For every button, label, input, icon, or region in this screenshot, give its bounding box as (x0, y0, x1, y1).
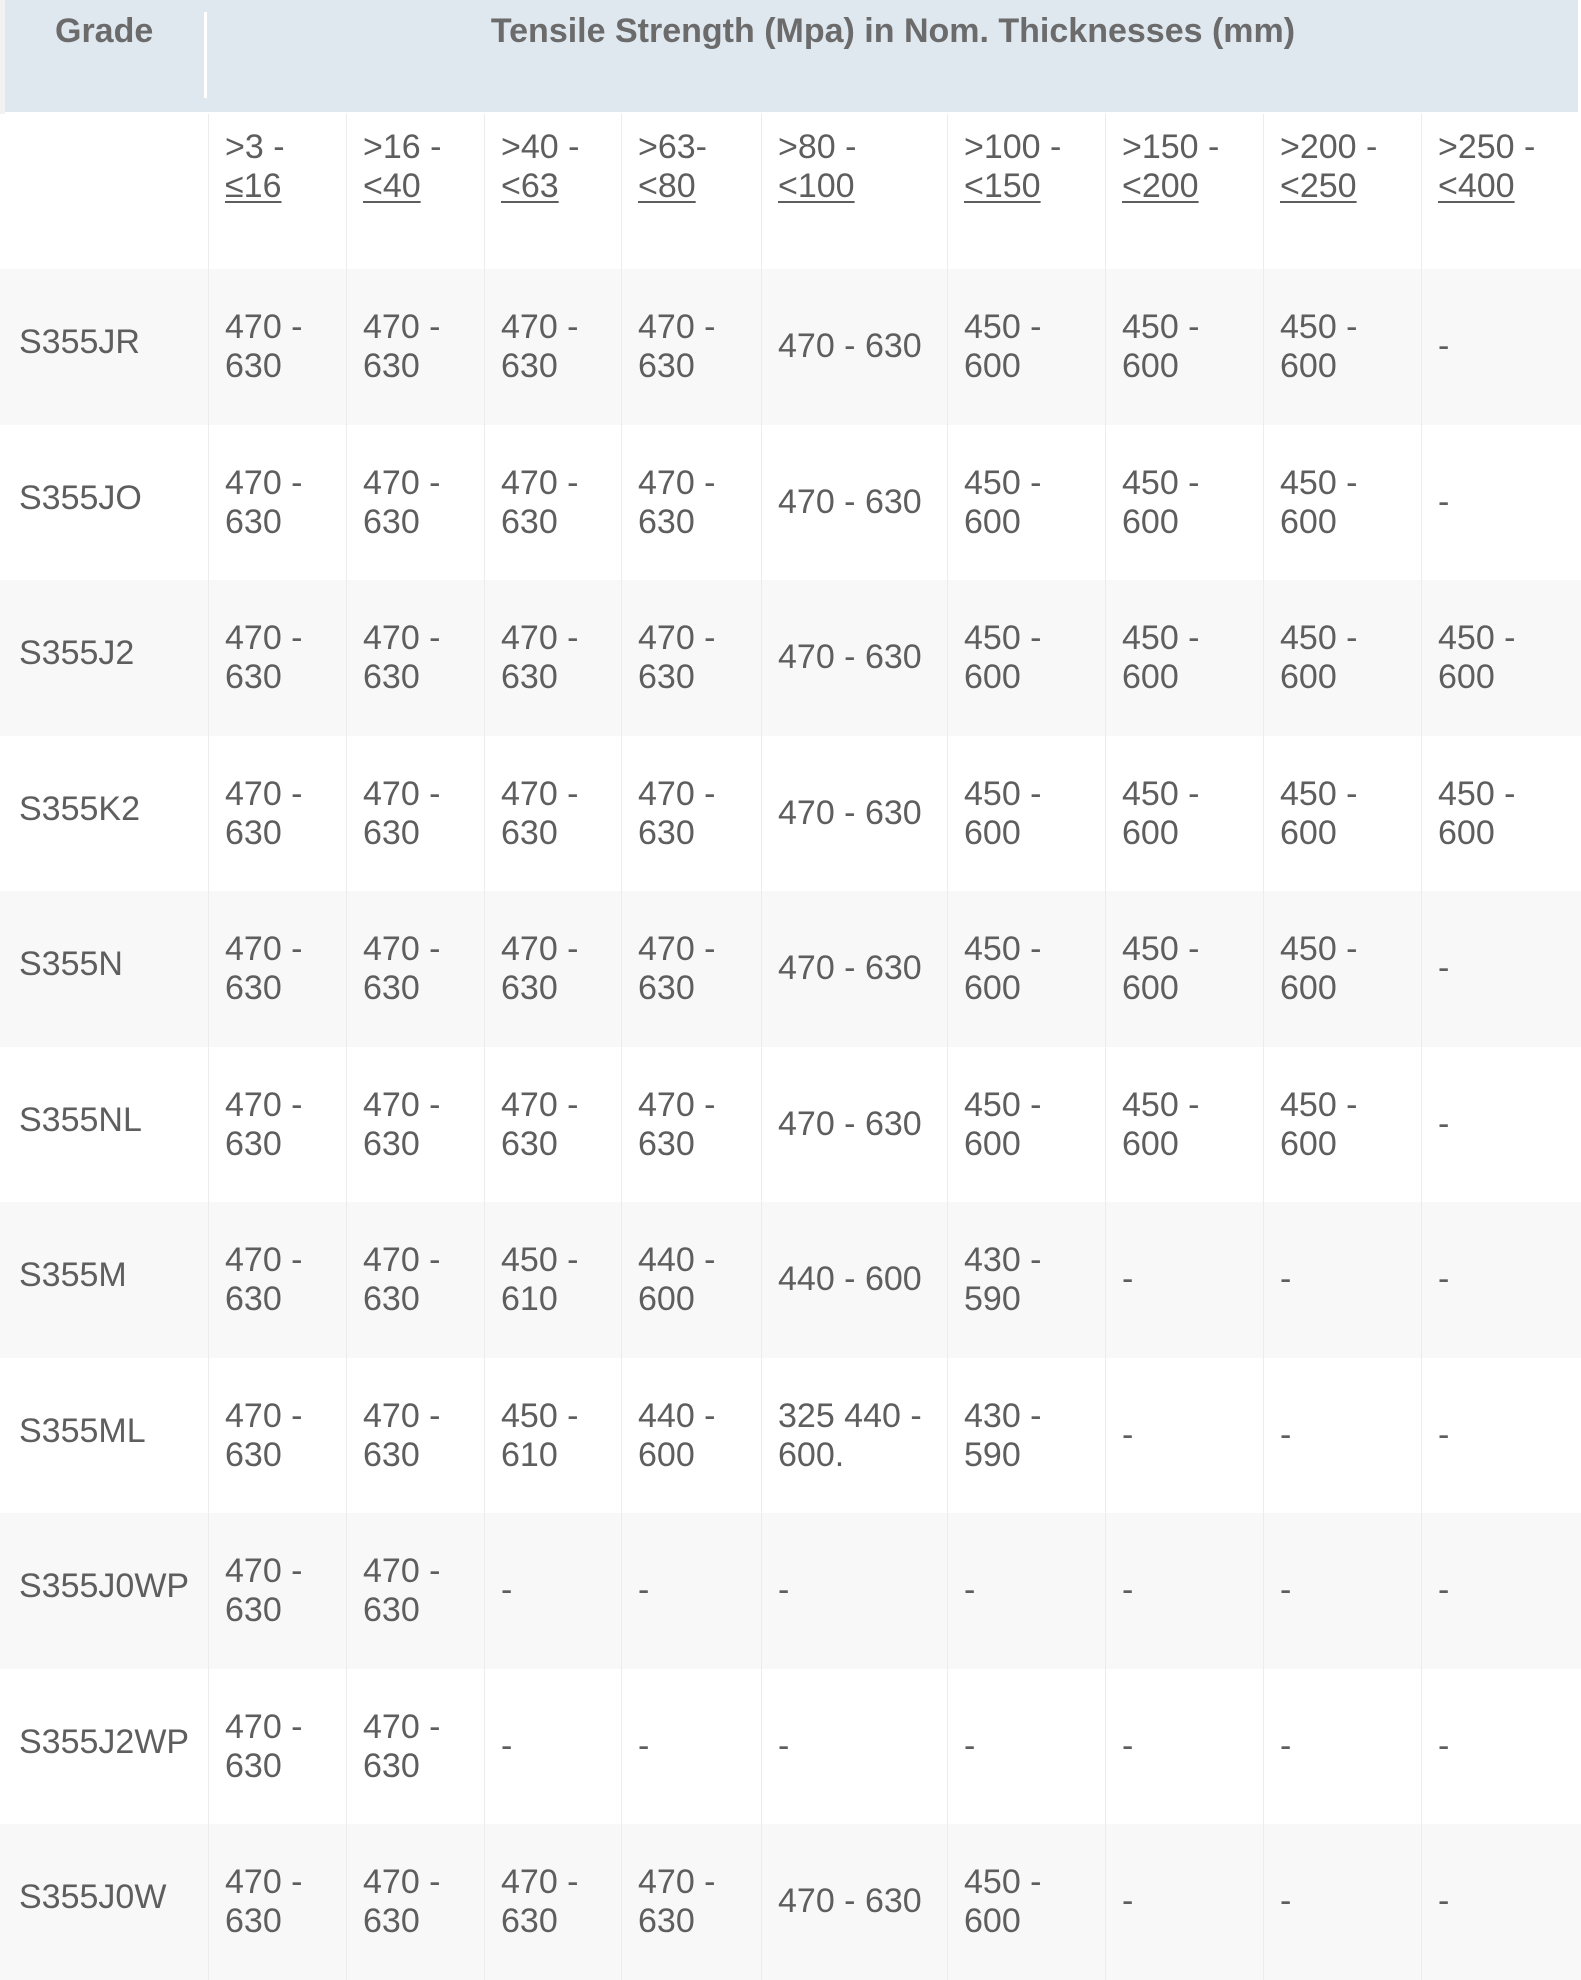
strength-value-cell: - (1438, 483, 1450, 521)
strength-value-cell: - (1438, 1260, 1450, 1298)
grade-cell: S355JO (19, 479, 142, 517)
thickness-header-cell (638, 128, 707, 206)
strength-value-cell: 450 - 600 (964, 619, 1042, 696)
grade-cell: S355J2WP (19, 1723, 190, 1761)
strength-value-cell: 450 - 600 (964, 1086, 1042, 1163)
header-title-cell (208, 0, 1578, 112)
strength-value-cell: - (501, 1571, 513, 1609)
strength-value-cell: 450 - 600 (1122, 464, 1200, 541)
strength-value-cell: 450 - 600 (1122, 930, 1200, 1007)
column-separator (947, 114, 948, 1980)
thickness-header-cell (1280, 128, 1377, 206)
thickness-range-to: ≤16 (225, 167, 282, 205)
strength-value-cell: 450 - 600 (1438, 775, 1516, 852)
strength-value-cell: 430 - 590 (964, 1241, 1042, 1318)
strength-value-cell: 450 - 600 (964, 464, 1042, 541)
column-separator (1421, 114, 1422, 1980)
strength-value-cell: 450 - 610 (501, 1241, 579, 1318)
strength-value-cell: - (964, 1727, 976, 1765)
strength-value-cell: - (1438, 949, 1450, 987)
strength-value-cell: 440 - 600 (638, 1397, 716, 1474)
strength-value-cell: 450 - 600 (964, 308, 1042, 385)
thickness-range-to: <200 (1122, 167, 1199, 205)
thickness-range-from: >3 - (225, 128, 285, 166)
strength-value-cell: - (1280, 1416, 1292, 1454)
strength-value-cell: 470 - 630 (363, 1552, 441, 1629)
strength-value-cell: - (1280, 1882, 1292, 1920)
column-separator (1105, 114, 1106, 1980)
header-title: Tensile Strength (Mpa) in Nom. Thicknesses (mm) (490, 12, 1296, 50)
strength-value-cell: 470 - 630 (501, 1863, 579, 1940)
strength-value-cell: - (1438, 327, 1450, 365)
thickness-header-cell (778, 128, 856, 206)
strength-value-cell: 470 - 630 (778, 1105, 922, 1143)
strength-value-cell: - (1280, 1260, 1292, 1298)
strength-value-cell: 470 - 630 (363, 775, 441, 852)
strength-value-cell: 470 - 630 (363, 1863, 441, 1940)
strength-value-cell: - (778, 1571, 790, 1609)
strength-value-cell: 450 - 600 (1438, 619, 1516, 696)
strength-value-cell: 450 - 600 (1122, 775, 1200, 852)
grade-cell: S355NL (19, 1101, 142, 1139)
strength-value-cell: 450 - 600 (1280, 775, 1358, 852)
strength-value-cell: 450 - 610 (501, 1397, 579, 1474)
strength-value-cell: - (778, 1727, 790, 1765)
strength-value-cell: 470 - 630 (225, 1552, 303, 1629)
strength-value-cell: 470 - 630 (501, 775, 579, 852)
strength-value-cell: 440 - 600 (778, 1260, 922, 1298)
strength-value-cell: 470 - 630 (501, 930, 579, 1007)
thickness-range-to: <400 (1438, 167, 1515, 205)
strength-value-cell: 450 - 600 (1280, 1086, 1358, 1163)
thickness-range-to: <40 (363, 167, 421, 205)
strength-value-cell: 470 - 630 (363, 619, 441, 696)
strength-value-cell: 470 - 630 (778, 638, 922, 676)
column-separator (208, 114, 209, 1980)
thickness-range-from: >200 - (1280, 128, 1378, 166)
header-grade-cell (5, 0, 205, 112)
strength-value-cell: 470 - 630 (225, 1086, 303, 1163)
strength-value-cell: 470 - 630 (363, 464, 441, 541)
strength-value-cell: 470 - 630 (363, 1397, 441, 1474)
strength-value-cell: 470 - 630 (638, 619, 716, 696)
strength-value-cell: 450 - 600 (964, 1863, 1042, 1940)
grade-cell: S355N (19, 945, 123, 983)
thickness-header-cell (363, 128, 441, 206)
strength-value-cell: - (1438, 1105, 1450, 1143)
thickness-range-from: >250 - (1438, 128, 1536, 166)
thickness-header-cell (1438, 128, 1535, 206)
thickness-header-cell (501, 128, 579, 206)
column-separator (761, 114, 762, 1980)
strength-value-cell: 430 - 590 (964, 1397, 1042, 1474)
column-separator (1263, 114, 1264, 1980)
strength-value-cell: 470 - 630 (501, 619, 579, 696)
strength-value-cell: - (638, 1571, 650, 1609)
column-separator (484, 114, 485, 1980)
strength-value-cell: 470 - 630 (501, 1086, 579, 1163)
strength-value-cell: 325 440 - 600. (778, 1397, 922, 1474)
thickness-range-to: <250 (1280, 167, 1357, 205)
strength-value-cell: 470 - 630 (363, 1086, 441, 1163)
strength-value-cell: - (1122, 1416, 1134, 1454)
strength-value-cell: 470 - 630 (363, 1708, 441, 1785)
strength-value-cell: 470 - 630 (225, 1397, 303, 1474)
strength-value-cell: - (964, 1571, 976, 1609)
header-grade-label: Grade (55, 12, 154, 50)
thickness-range-to: <100 (778, 167, 855, 205)
strength-value-cell: - (1438, 1571, 1450, 1609)
strength-value-cell: - (1122, 1727, 1134, 1765)
strength-value-cell: 470 - 630 (778, 483, 922, 521)
thickness-range-from: >16 - (363, 128, 442, 166)
strength-value-cell: 470 - 630 (225, 775, 303, 852)
strength-value-cell: 470 - 630 (225, 1863, 303, 1940)
strength-value-cell: 450 - 600 (1122, 1086, 1200, 1163)
grade-cell: S355K2 (19, 790, 140, 828)
strength-value-cell: 440 - 600 (638, 1241, 716, 1318)
strength-value-cell: - (1438, 1882, 1450, 1920)
strength-value-cell: - (1122, 1882, 1134, 1920)
strength-value-cell: 450 - 600 (1122, 308, 1200, 385)
strength-value-cell: 470 - 630 (778, 949, 922, 987)
strength-value-cell: 470 - 630 (638, 775, 716, 852)
strength-value-cell: 470 - 630 (778, 1882, 922, 1920)
thickness-range-to: <80 (638, 167, 696, 205)
column-separator (346, 114, 347, 1980)
strength-value-cell: - (638, 1727, 650, 1765)
strength-value-cell: - (1438, 1416, 1450, 1454)
strength-value-cell: - (501, 1727, 513, 1765)
grade-cell: S355J2 (19, 634, 135, 672)
grade-cell: S355M (19, 1256, 127, 1294)
strength-value-cell: 470 - 630 (778, 327, 922, 365)
column-separator (621, 114, 622, 1980)
strength-value-cell: - (1280, 1571, 1292, 1609)
strength-value-cell: 470 - 630 (638, 308, 716, 385)
strength-value-cell: 470 - 630 (501, 464, 579, 541)
thickness-range-from: >150 - (1122, 128, 1220, 166)
strength-value-cell: 470 - 630 (225, 308, 303, 385)
grade-cell: S355ML (19, 1412, 146, 1450)
grade-cell: S355J0WP (19, 1567, 190, 1605)
thickness-range-from: >40 - (501, 128, 580, 166)
thickness-range-from: >63- (638, 128, 707, 166)
strength-value-cell: 450 - 600 (964, 775, 1042, 852)
header-divider (204, 12, 207, 98)
thickness-range-to: <63 (501, 167, 559, 205)
strength-value-cell: 470 - 630 (501, 308, 579, 385)
strength-value-cell: - (1280, 1727, 1292, 1765)
thickness-header-cell (964, 128, 1061, 206)
thickness-range-from: >100 - (964, 128, 1062, 166)
strength-value-cell: 470 - 630 (225, 1708, 303, 1785)
thickness-header-cell (225, 128, 285, 206)
strength-value-cell: 450 - 600 (1280, 619, 1358, 696)
strength-value-cell: 450 - 600 (1122, 619, 1200, 696)
strength-value-cell: 450 - 600 (1280, 930, 1358, 1007)
strength-value-cell: 470 - 630 (225, 464, 303, 541)
strength-value-cell: 470 - 630 (778, 794, 922, 832)
strength-value-cell: - (1122, 1260, 1134, 1298)
strength-value-cell: 470 - 630 (638, 464, 716, 541)
grade-cell: S355J0W (19, 1878, 167, 1916)
strength-value-cell: - (1122, 1571, 1134, 1609)
strength-value-cell: 470 - 630 (363, 1241, 441, 1318)
thickness-range-to: <150 (964, 167, 1041, 205)
strength-value-cell: 470 - 630 (638, 1863, 716, 1940)
thickness-header-cell (1122, 128, 1219, 206)
grade-cell: S355JR (19, 323, 140, 361)
strength-value-cell: 470 - 630 (225, 619, 303, 696)
strength-value-cell: 470 - 630 (363, 930, 441, 1007)
strength-value-cell: 470 - 630 (638, 930, 716, 1007)
strength-value-cell: 450 - 600 (1280, 308, 1358, 385)
strength-value-cell: 470 - 630 (363, 308, 441, 385)
strength-value-cell: - (1438, 1727, 1450, 1765)
strength-value-cell: 470 - 630 (225, 930, 303, 1007)
thickness-range-from: >80 - (778, 128, 857, 166)
strength-value-cell: 470 - 630 (225, 1241, 303, 1318)
strength-value-cell: 450 - 600 (1280, 464, 1358, 541)
strength-value-cell: 470 - 630 (638, 1086, 716, 1163)
strength-value-cell: 450 - 600 (964, 930, 1042, 1007)
